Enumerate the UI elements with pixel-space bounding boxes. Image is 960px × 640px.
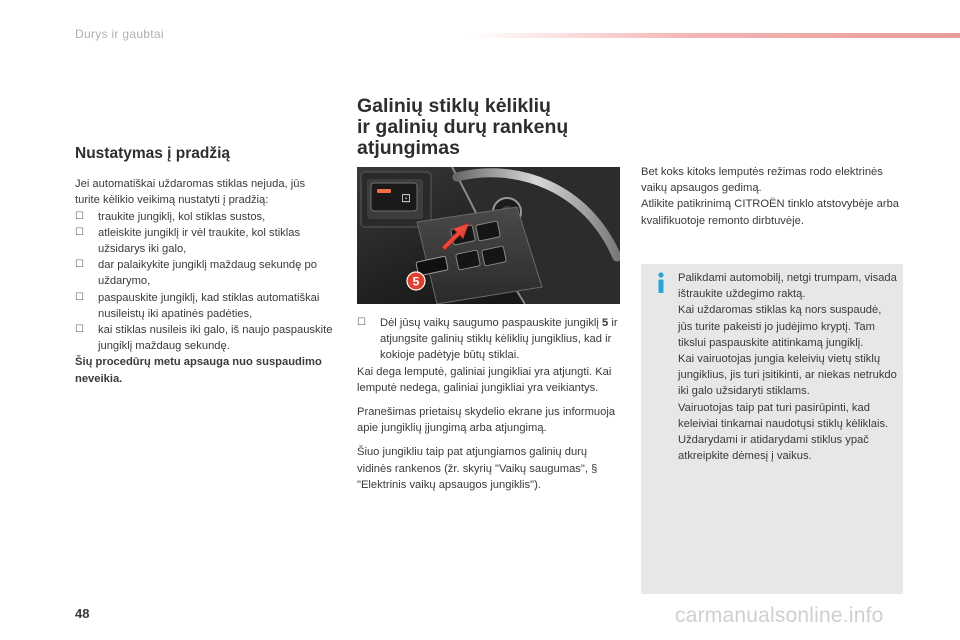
door-panel-illustration	[357, 167, 620, 304]
list-item: ☐ paspauskite jungiklį, kad stiklas automatiškai nusileistų iki apatinės padėties,	[75, 291, 320, 320]
list-item: ☐ atleiskite jungiklį ir vėl traukite, kol stiklas užsidarys iki galo,	[75, 226, 301, 256]
header-divider	[470, 33, 960, 38]
section-header: Durys ir gaubtai	[75, 27, 164, 41]
checkbox-bullet-icon: ☐	[75, 324, 84, 336]
reset-intro: Jei automatiškai uždaromas stiklas nejuda, jūs turite kėlikio veikimą nustatyti į pradžią:	[75, 178, 306, 207]
door-switch-photo	[357, 167, 620, 304]
reset-warning: Šių procedūrų metu apsauga nuo suspaudimo neveikia.	[75, 356, 322, 385]
checkbox-bullet-icon: ☐	[75, 259, 84, 271]
checkbox-bullet-icon: ☐	[75, 291, 84, 303]
info-icon	[654, 272, 668, 294]
middle-column	[357, 315, 622, 493]
info-note-text: Palikdami automobilį, netgi trumpam, visada ištraukite uždegimo raktą. Kai uždaromas stiklas ką nors suspaudė, jūs turite pakeisti jo judėjimo kryptį. Tam tikslui paspauskite atitinkamą jungiklį. Kai vairuotojas jungia keleivių vietų stiklų jungiklius, jis turi įsitikinti, ar niekas netrukdo iki galo užsidaryti stiklams. Vairuotojas taip pat turi pasirūpinti, kad keleiviai tinkamai naudotųsi stiklų kėliklais. Uždarydami ir atidarydami stiklus ypač atkreipkite dėmesį į vaikus.	[678, 272, 897, 463]
list-item: ☐ dar palaikykite jungiklį maždaug sekundę po uždarymo,	[75, 259, 317, 288]
left-column	[75, 146, 333, 387]
checkbox-bullet-icon: ☐	[75, 210, 84, 222]
fault-text: Bet koks kitoks lemputės režimas rodo elektrinės vaikų apsaugos gedimą.	[641, 166, 883, 195]
svg-text:⊡: ⊡	[401, 191, 412, 205]
dealer-text: Atlikite patikrinimą CITROËN tinklo atstovybėje arba kvalifikuotoje remonto dirbtuvėje.	[641, 198, 900, 227]
door-handle-text: Šiuo jungikliu taip pat atjungiamos galinių durų vidinės rankenos (žr. skyrių "Vaikų saugumas", § "Elektrinis vaikų apsaugos jungiklis").	[357, 446, 598, 491]
list-item: ☐ kai stiklas nusileis iki galo, iš naujo paspauskite jungiklį maždaug sekundę.	[75, 324, 333, 353]
display-message-text: Pranešimas prietaisų skydelio ekrane jus informuoja apie jungiklių įjungimą arba atjungimą.	[357, 406, 616, 435]
list-item: ☐ Dėl jūsų vaikų saugumo paspauskite jungiklį 5 ir atjungsite galinių stiklų kėliklių jungiklius, kad ir kokioje padėtyje būtų stiklai.	[357, 317, 618, 362]
callout-5-label: 5	[412, 274, 420, 289]
checkbox-bullet-icon: ☐	[75, 226, 84, 238]
right-column	[641, 164, 903, 229]
list-item: ☐ traukite jungiklį, kol stiklas sustos,	[75, 209, 333, 225]
watermark: carmanualsonline.info	[675, 604, 884, 627]
section-title: Galinių stiklų kėliklių ir galinių durų rankenų atjungimas	[357, 95, 569, 159]
reset-steps	[75, 209, 333, 355]
page-number: 48	[75, 606, 90, 621]
lamp-status-text: Kai dega lemputė, galiniai jungikliai yra atjungti. Kai lemputė nedega, galiniai jungikliai yra veikiantys.	[357, 365, 612, 394]
reset-heading: Nustatymas į pradžią	[75, 145, 231, 162]
checkbox-bullet-icon: ☐	[357, 317, 366, 328]
